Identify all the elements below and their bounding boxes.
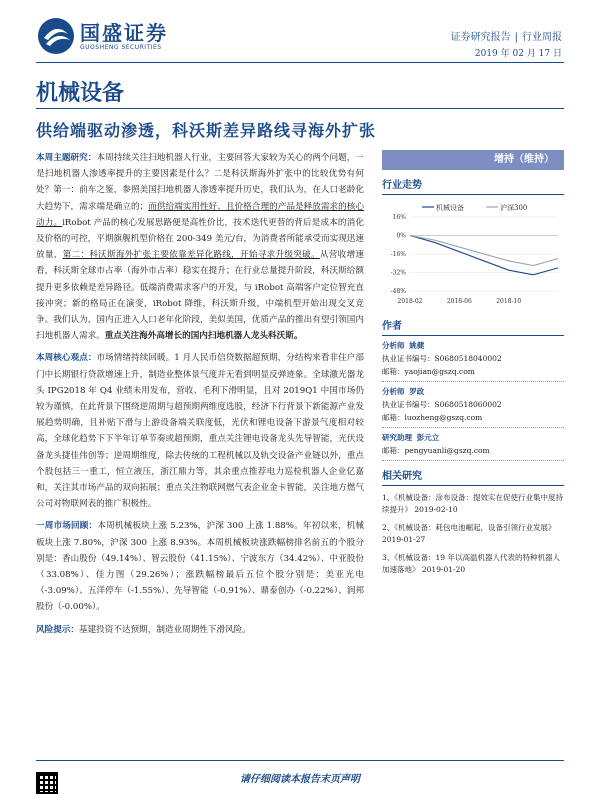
related-report-1[interactable]: [382, 492, 564, 516]
topic-text-c: 从营收增速看，科沃斯全球市占率（海外市占率）稳实在提升；在行业总量提升阶段，科沃斯给额提升更多依赖是差异路径。低端消费需求客户的开发，与 iRobot 高端客户定位智充直接冲突；新的格局正在演变，iRobot 降维，科沃斯升级，中端机型开始出现交叉竞争。我们认为，国内正进入人口老年化阶段，美似美国，优质产品的推出有望引领国内扫地机器人需求。: [36, 250, 364, 342]
y-tick-label: -32%: [390, 269, 406, 277]
related-report-date: 2019-02-10: [414, 505, 458, 514]
analyst-role: 分析师: [382, 387, 405, 396]
analyst-name: 姚健: [409, 341, 425, 350]
sidebar: [382, 150, 564, 576]
y-tick-label: -16%: [390, 251, 406, 258]
topic-text-b: iRobot 产品的核心发展思路便是高性价比，技术迭代更替的背后是成本的消化及价格的可控，平期旗舰机型价格在 200-349 美元/台，为消费者所能承受而实现迅速放量，: [36, 217, 364, 261]
analyst-cert-label: 执业证书编号：: [382, 400, 435, 409]
report-date: 2019 年 02 月 17 日: [474, 49, 562, 59]
analyst-email[interactable]: luozheng@gszq.com: [404, 413, 483, 422]
paragraph-topic: [36, 150, 364, 344]
analyst-role: 分析师: [382, 341, 405, 350]
industry-title: 机械设备: [36, 80, 125, 106]
report-type: 证券研究报告 | 行业周报: [450, 32, 562, 43]
paragraph-risk: [36, 622, 364, 638]
analyst-1: [382, 336, 564, 382]
report-sub-label: 行业周报: [522, 32, 562, 43]
risk-text: 基建投资不达预期，制造业周期性下滑风险。: [78, 624, 251, 635]
analyst-cert-label: 执业证书编号：: [382, 354, 435, 363]
topic-text-a: 本周持续关注扫地机器人行业，主要回答大家较为关心的两个问题，一是扫地机器人渗透率提升的主要因素是什么？二是科沃斯海外扩张中的比较优势有何处？第一：前车之鉴，参照美国扫地机器人渗透率提升历史，我们认为，在人口老龄化大趋势下，需求端是确立的；: [36, 153, 364, 212]
market-review-text: 本周机械板块上涨 5.23%，沪深 300 上涨 1.88%。年初以来，机械板块上涨 7.80%，沪深 300 上涨 8.93%。本周机械板块涨跌幅榜排名前五的个股分别是：香山股份（49.14%）、智云股份（41.15%）、宁波东方（34.42%）、中亚股份（33.08%）、佳力图（29.26%）；涨跌幅榜最后五位个股分别是：美亚光电（-3.09%）、五洋停车（-1.55%）、先导智能（-0.91%）、鼎泰创办（-0.22%）、润邦股份（-0.00%）。: [36, 521, 364, 613]
related-report-2[interactable]: [382, 522, 564, 546]
topic-underline-2: 第二：科沃斯海外扩张主要依靠差异化路线，开始寻求升级突破。: [62, 250, 320, 261]
analyst-cert: S0680518040002: [434, 354, 502, 363]
y-tick-label: -48%: [390, 288, 406, 295]
risk-label: 风险提示：: [36, 624, 79, 635]
analyst-email-label: 邮箱：: [382, 367, 405, 376]
header-divider: [36, 62, 564, 63]
title-divider: [36, 108, 564, 109]
legend-label-a: 机械设备: [436, 204, 464, 212]
rating-badge: 增持（维持）: [382, 150, 564, 170]
trend-heading: 行业走势: [382, 176, 564, 195]
logo-en: GUOSHENG SECURITIES: [80, 43, 162, 51]
assistant-email[interactable]: pengyuanli@gszq.com: [404, 446, 490, 455]
related-report-text: 1、《机械设备：涂布设备：提效实在促使行业集中度持续提升》: [382, 493, 564, 514]
y-tick-label: 16%: [392, 214, 406, 221]
x-tick-label: 2018-10: [496, 298, 522, 305]
related-report-text: 3、《机械设备：19 年以高温机器人代表的特种机器人加速落地》: [382, 553, 560, 574]
paragraph-core-view: [36, 350, 364, 512]
footer-disclaimer: 请仔细阅读本报告末页声明: [240, 774, 360, 785]
author-heading: 作者: [382, 317, 564, 336]
company-logo: [36, 16, 168, 56]
related-heading: 相关研究: [382, 467, 564, 486]
analyst-cert: S0680518060002: [434, 400, 502, 409]
analyst-email[interactable]: yaojian@gszq.com: [404, 367, 475, 376]
related-report-date: 2019-01-27: [382, 535, 426, 544]
core-view-label: 本周核心观点：: [36, 353, 97, 364]
assistant-email-label: 邮箱：: [382, 446, 405, 455]
analyst-email-label: 邮箱：: [382, 413, 405, 422]
footer-divider: [36, 760, 564, 761]
related-report-text: 2、《机械设备：耗包电池崛起，设备引领行业发展》: [382, 523, 556, 532]
y-tick-label: 0%: [396, 232, 406, 240]
report-type-label: 证券研究报告: [450, 32, 511, 43]
report-body: [36, 150, 364, 644]
topic-label: 本周主题研究：: [36, 153, 97, 163]
analyst-2: [382, 382, 564, 428]
legend-label-b: 沪深300: [500, 204, 528, 212]
topic-bold-end: 重点关注海外高增长的国内扫地机器人龙头科沃斯。: [104, 331, 303, 342]
research-assistant: [382, 428, 564, 461]
topic-underline-1: 而供给端实用性好、且价格合理的产品是释放需求的核心动力。: [36, 201, 364, 228]
analyst-name: 罗政: [409, 387, 425, 396]
paragraph-market-review: [36, 518, 364, 615]
x-tick-label: 2018-06: [446, 298, 472, 305]
assistant-name: 彭元立: [416, 433, 440, 442]
logo-cn: 国盛证券: [80, 20, 168, 45]
assistant-role: 研究助理: [382, 433, 412, 442]
report-title: 供给端驱动渗透，科沃斯差异路线寻海外扩张: [36, 121, 377, 140]
related-report-3[interactable]: [382, 552, 564, 576]
related-report-date: 2019-01-20: [421, 565, 466, 574]
trend-chart: [382, 199, 564, 307]
market-review-label: 一周市场回顾：: [36, 521, 98, 532]
series-line-1: [410, 236, 558, 275]
guosheng-logo-icon: [36, 16, 76, 56]
core-view-text: 市场情绪持续回暖。1 月人民币信贷数据超预期，分结构来看非住户部门中长期银行贷款增速上升，制造业整体景气度并无看到明显反弹迹象。全球激光器龙头 IPG2018 年 Q4 业绩未用发布，营收、毛利下滑明显，且对 2019Q1 中国市场仍较为谨慎，在此背景下围绕逆周期与超预期两维度选股，经济下行背景下新能源产业发展趋势明确，且补贴下滑与上游设备端关联度低，光伏和锂电设备下游景气度相对较高，全球化趋势下下半年订单节奏或超预期，重点关注锂电设备龙头先导智能，光伏设备龙头捷佳伟创等；逆周期维度，除去传统的工程机械以及轨交设备产业链以外，重点个股包括三一重工，恒立液压，浙江鼎力等，其余重点推荐电力巡检机器人企业亿嘉和，关注其市场产品的双向拓展；重点关注物联网燃气表企业金卡智能，关注地方燃气公司对物联网表的推广积极性。: [36, 353, 364, 510]
x-tick-label: 2018-02: [397, 298, 423, 305]
